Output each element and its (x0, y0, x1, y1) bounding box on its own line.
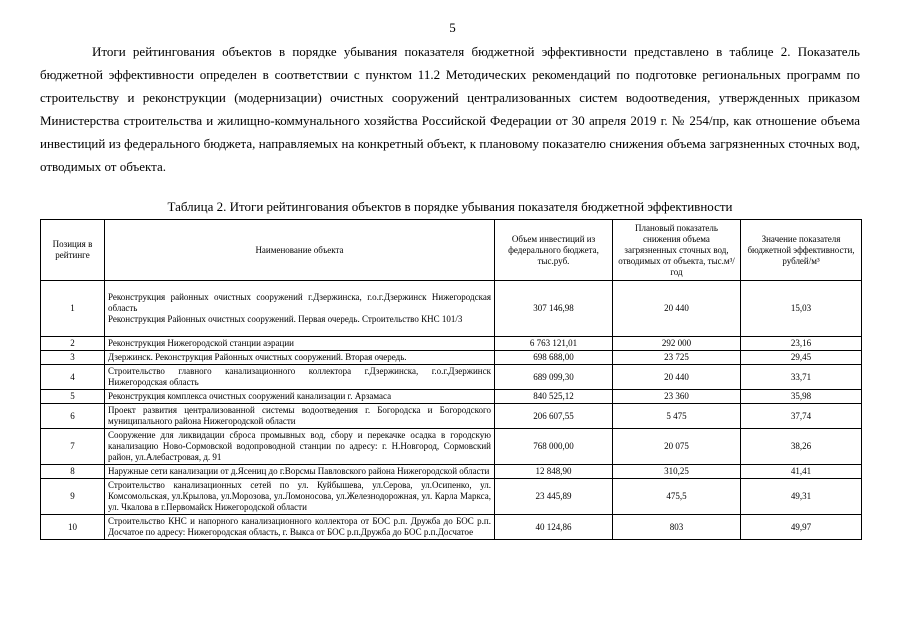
row-investment: 689 099,30 (495, 365, 613, 390)
page-number: 5 (449, 20, 456, 35)
row-investment: 6 763 121,01 (495, 337, 613, 351)
row-reduction: 310,25 (613, 465, 741, 479)
table-row (41, 365, 862, 390)
table-header-row (41, 220, 862, 281)
table-row (41, 429, 862, 465)
row-object-name: Строительство главного канализационного коллектора г.Дзержинска, г.о.г.Дзержинск Нижегородская область (105, 365, 495, 390)
row-investment: 840 525,12 (495, 390, 613, 404)
table-row (41, 390, 862, 404)
header-name: Наименование объекта (105, 220, 495, 281)
row-reduction: 20 075 (613, 429, 741, 465)
row-object-name: Реконструкция районных очистных сооружений г.Дзержинска, г.о.г.Дзержинск Нижегородская область Реконструкция Районных очистных сооружений. Первая очередь. Строительство КНС 101/3 (105, 281, 495, 337)
row-efficiency: 49,31 (741, 479, 862, 515)
row-investment: 206 607,55 (495, 404, 613, 429)
intro-paragraph: Итоги рейтингования объектов в порядке убывания показателя бюджетной эффективности представлено в таблице 2. Показатель бюджетной эффективности определен в соответствии с пунктом 11.2 Методических рекомендаций по подготовке региональных программ по строительству и реконструкции (модернизации) очистных сооружений централизованных систем водоотведения, утвержденных приказом Министерства строительства и жилищно-коммунального хозяйства Российской Федерации от 30 апреля 2019 г. № 254/пр, как отношение объема инвестиций из федерального бюджета, направляемых на конкретный объект, к плановому показателю снижения объема загрязненных сточных вод, отводимых от объекта. (40, 44, 860, 174)
row-position: 9 (41, 479, 105, 515)
row-efficiency: 37,74 (741, 404, 862, 429)
row-object-name: Реконструкция Нижегородской станции аэрации (105, 337, 495, 351)
row-efficiency: 23,16 (741, 337, 862, 351)
row-investment: 307 146,98 (495, 281, 613, 337)
row-position: 2 (41, 337, 105, 351)
table-row (41, 404, 862, 429)
row-position: 7 (41, 429, 105, 465)
row-reduction: 292 000 (613, 337, 741, 351)
row-position: 4 (41, 365, 105, 390)
row-investment: 768 000,00 (495, 429, 613, 465)
row-position: 10 (41, 515, 105, 540)
row-reduction: 23 360 (613, 390, 741, 404)
row-investment: 698 688,00 (495, 351, 613, 365)
row-efficiency: 29,45 (741, 351, 862, 365)
row-object-name: Дзержинск. Реконструкция Районных очистных сооружений. Вторая очередь. (105, 351, 495, 365)
row-efficiency: 38,26 (741, 429, 862, 465)
header-reduction: Плановый показатель снижения объема загрязненных сточных вод, отводимых от объекта, тыс.м³/ год (613, 220, 741, 281)
row-investment: 23 445,89 (495, 479, 613, 515)
row-efficiency: 15,03 (741, 281, 862, 337)
row-object-name: Реконструкция комплекса очистных сооружений канализации г. Арзамаса (105, 390, 495, 404)
row-investment: 12 848,90 (495, 465, 613, 479)
table-row (41, 515, 862, 540)
header-position: Позиция в рейтинге (41, 220, 105, 281)
header-efficiency: Значение показателя бюджетной эффективности, рублей/м³ (741, 220, 862, 281)
row-efficiency: 49,97 (741, 515, 862, 540)
table-row (41, 479, 862, 515)
table-row (41, 337, 862, 351)
row-position: 3 (41, 351, 105, 365)
row-reduction: 23 725 (613, 351, 741, 365)
row-object-name: Наружные сети канализации от д.Ясениц до г.Ворсмы Павловского района Нижегородской области (105, 465, 495, 479)
row-reduction: 5 475 (613, 404, 741, 429)
row-reduction: 803 (613, 515, 741, 540)
row-reduction: 20 440 (613, 281, 741, 337)
row-object-name: Строительство канализационных сетей по ул. Куйбышева, ул.Серова, ул.Осипенко, ул. Комсомольская, ул.Крылова, ул.Морозова, ул.Ломоносова, ул.Железнодорожная, ул. Карла Маркса, ул. Чкалова в г.Первомайск Нижегородской области (105, 479, 495, 515)
header-investment: Объем инвестиций из федерального бюджета, тыс.руб. (495, 220, 613, 281)
row-position: 5 (41, 390, 105, 404)
table-caption: Таблица 2. Итоги рейтингования объектов в порядке убывания показателя бюджетной эффективности (167, 199, 733, 214)
row-reduction: 20 440 (613, 365, 741, 390)
row-efficiency: 41,41 (741, 465, 862, 479)
row-position: 1 (41, 281, 105, 337)
row-object-name: Строительство КНС и напорного канализационного коллектора от БОС р.п. Дружба до БОС р.п. Досчатое по адресу: Нижегородская область, г. Выкса от БОС р.п.Дружба до БОС р.п.Досчатое (105, 515, 495, 540)
row-object-name: Проект развития централизованной системы водоотведения г. Богородска и Богородского муниципального района Нижегородской области (105, 404, 495, 429)
row-efficiency: 35,98 (741, 390, 862, 404)
ranking-table (40, 219, 862, 540)
row-position: 8 (41, 465, 105, 479)
row-reduction: 475,5 (613, 479, 741, 515)
row-object-name: Сооружение для ликвидации сброса промывных вод, сбору и перекачке осадка в городскую канализацию Ново-Сормовской водопроводной станции по адресу: г. Н.Новгород, Сормовский район, ул.Алебастровая, д. 91 (105, 429, 495, 465)
row-investment: 40 124,86 (495, 515, 613, 540)
table-row (41, 351, 862, 365)
row-efficiency: 33,71 (741, 365, 862, 390)
row-position: 6 (41, 404, 105, 429)
table-row (41, 281, 862, 337)
table-row (41, 465, 862, 479)
